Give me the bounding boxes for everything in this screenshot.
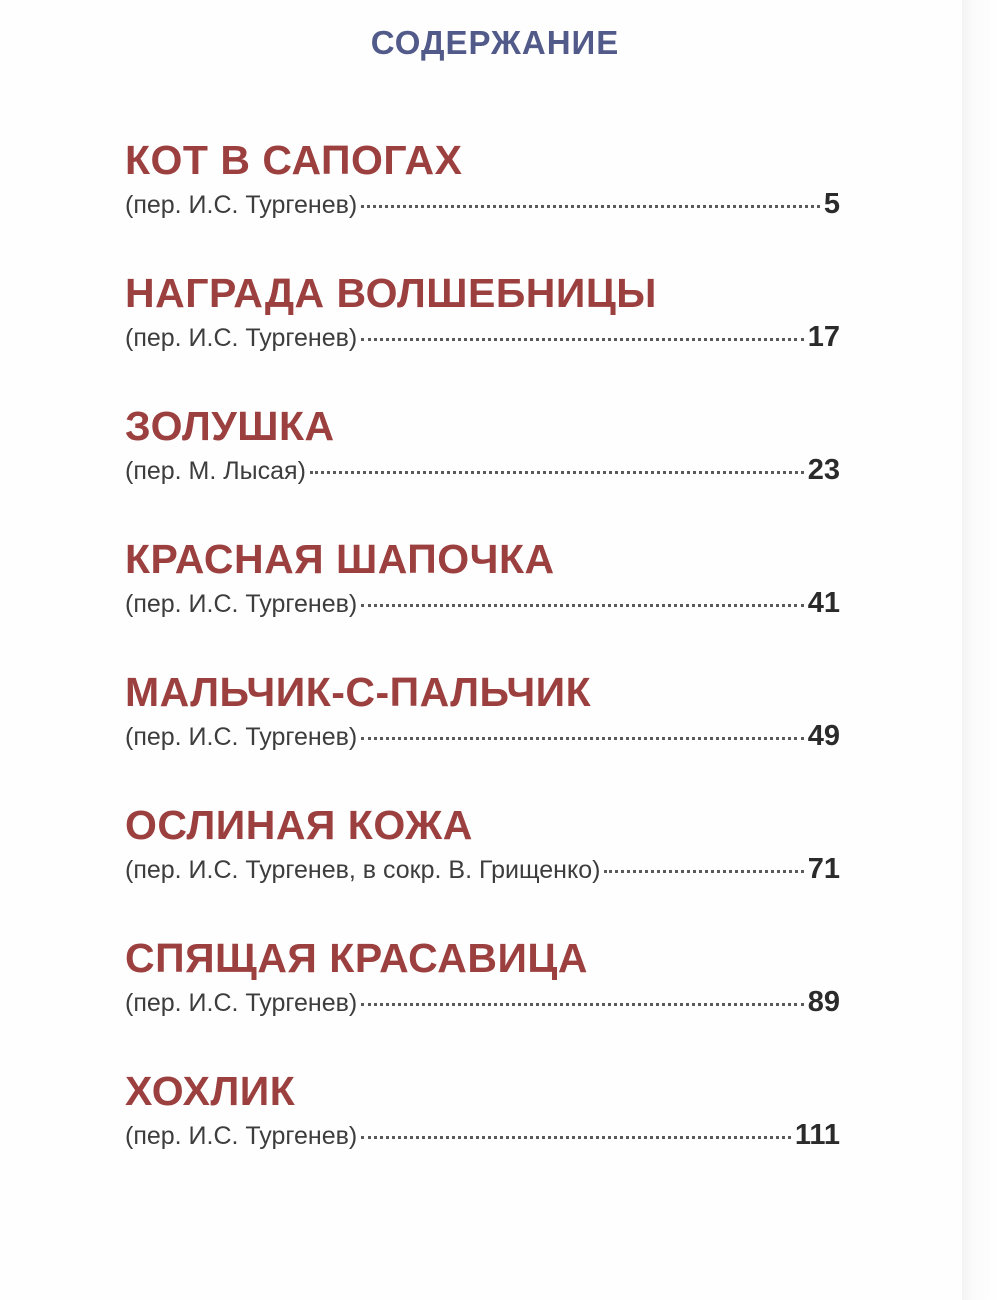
entry-translator: (пер. И.С. Тургенев) [125, 191, 358, 219]
dot-leader [310, 471, 804, 474]
entry-translator: (пер. И.С. Тургенев) [125, 590, 358, 618]
entry-translator: (пер. И.С. Тургенев) [125, 989, 358, 1017]
entry-title: ХОХЛИК [125, 1068, 296, 1114]
page-edge [962, 0, 1000, 1300]
entry-page-number: 23 [807, 454, 840, 486]
toc-entry[interactable] [125, 1065, 840, 1198]
dot-leader [361, 1136, 791, 1139]
entry-line [125, 319, 840, 356]
entry-page-number: 89 [807, 986, 840, 1018]
entry-line [125, 718, 840, 755]
entry-translator: (пер. И.С. Тургенев) [125, 723, 358, 751]
entry-translator: (пер. И.С. Тургенев, в сокр. В. Грищенко) [125, 856, 601, 884]
toc-entry[interactable] [125, 400, 840, 533]
entry-page-number: 5 [823, 188, 840, 220]
entry-line [125, 186, 840, 223]
toc-entry[interactable] [125, 134, 840, 267]
entry-line [125, 452, 840, 489]
toc-entry[interactable] [125, 267, 840, 400]
toc-entry[interactable] [125, 533, 840, 666]
entry-title: КРАСНАЯ ШАПОЧКА [125, 536, 555, 582]
entry-line [125, 851, 840, 888]
dot-leader [361, 205, 820, 208]
entry-line [125, 1117, 840, 1154]
toc-entry[interactable] [125, 799, 840, 932]
dot-leader [361, 737, 804, 740]
entry-page-number: 17 [807, 321, 840, 353]
toc-entry[interactable] [125, 932, 840, 1065]
entry-page-number: 41 [807, 587, 840, 619]
entry-page-number: 111 [794, 1119, 840, 1151]
entry-line [125, 984, 840, 1021]
entry-title: СПЯЩАЯ КРАСАВИЦА [125, 935, 588, 981]
page-heading: СОДЕРЖАНИЕ [370, 24, 620, 61]
entry-page-number: 49 [807, 720, 840, 752]
toc-entry[interactable] [125, 666, 840, 799]
entry-translator: (пер. И.С. Тургенев) [125, 1122, 358, 1150]
dot-leader [361, 338, 804, 341]
entry-title: ОСЛИНАЯ КОЖА [125, 802, 473, 848]
entry-translator: (пер. И.С. Тургенев) [125, 324, 358, 352]
entry-title: КОТ В САПОГАХ [125, 137, 463, 183]
entry-title: НАГРАДА ВОЛШЕБНИЦЫ [125, 270, 657, 316]
table-of-contents [125, 134, 840, 1198]
entry-title: ЗОЛУШКА [125, 403, 335, 449]
entry-page-number: 71 [807, 853, 840, 885]
dot-leader [361, 1003, 804, 1006]
dot-leader [361, 604, 804, 607]
entry-title: МАЛЬЧИК-С-ПАЛЬЧИК [125, 669, 592, 715]
dot-leader [604, 870, 803, 873]
entry-translator: (пер. М. Лысая) [125, 457, 306, 485]
entry-line [125, 585, 840, 622]
